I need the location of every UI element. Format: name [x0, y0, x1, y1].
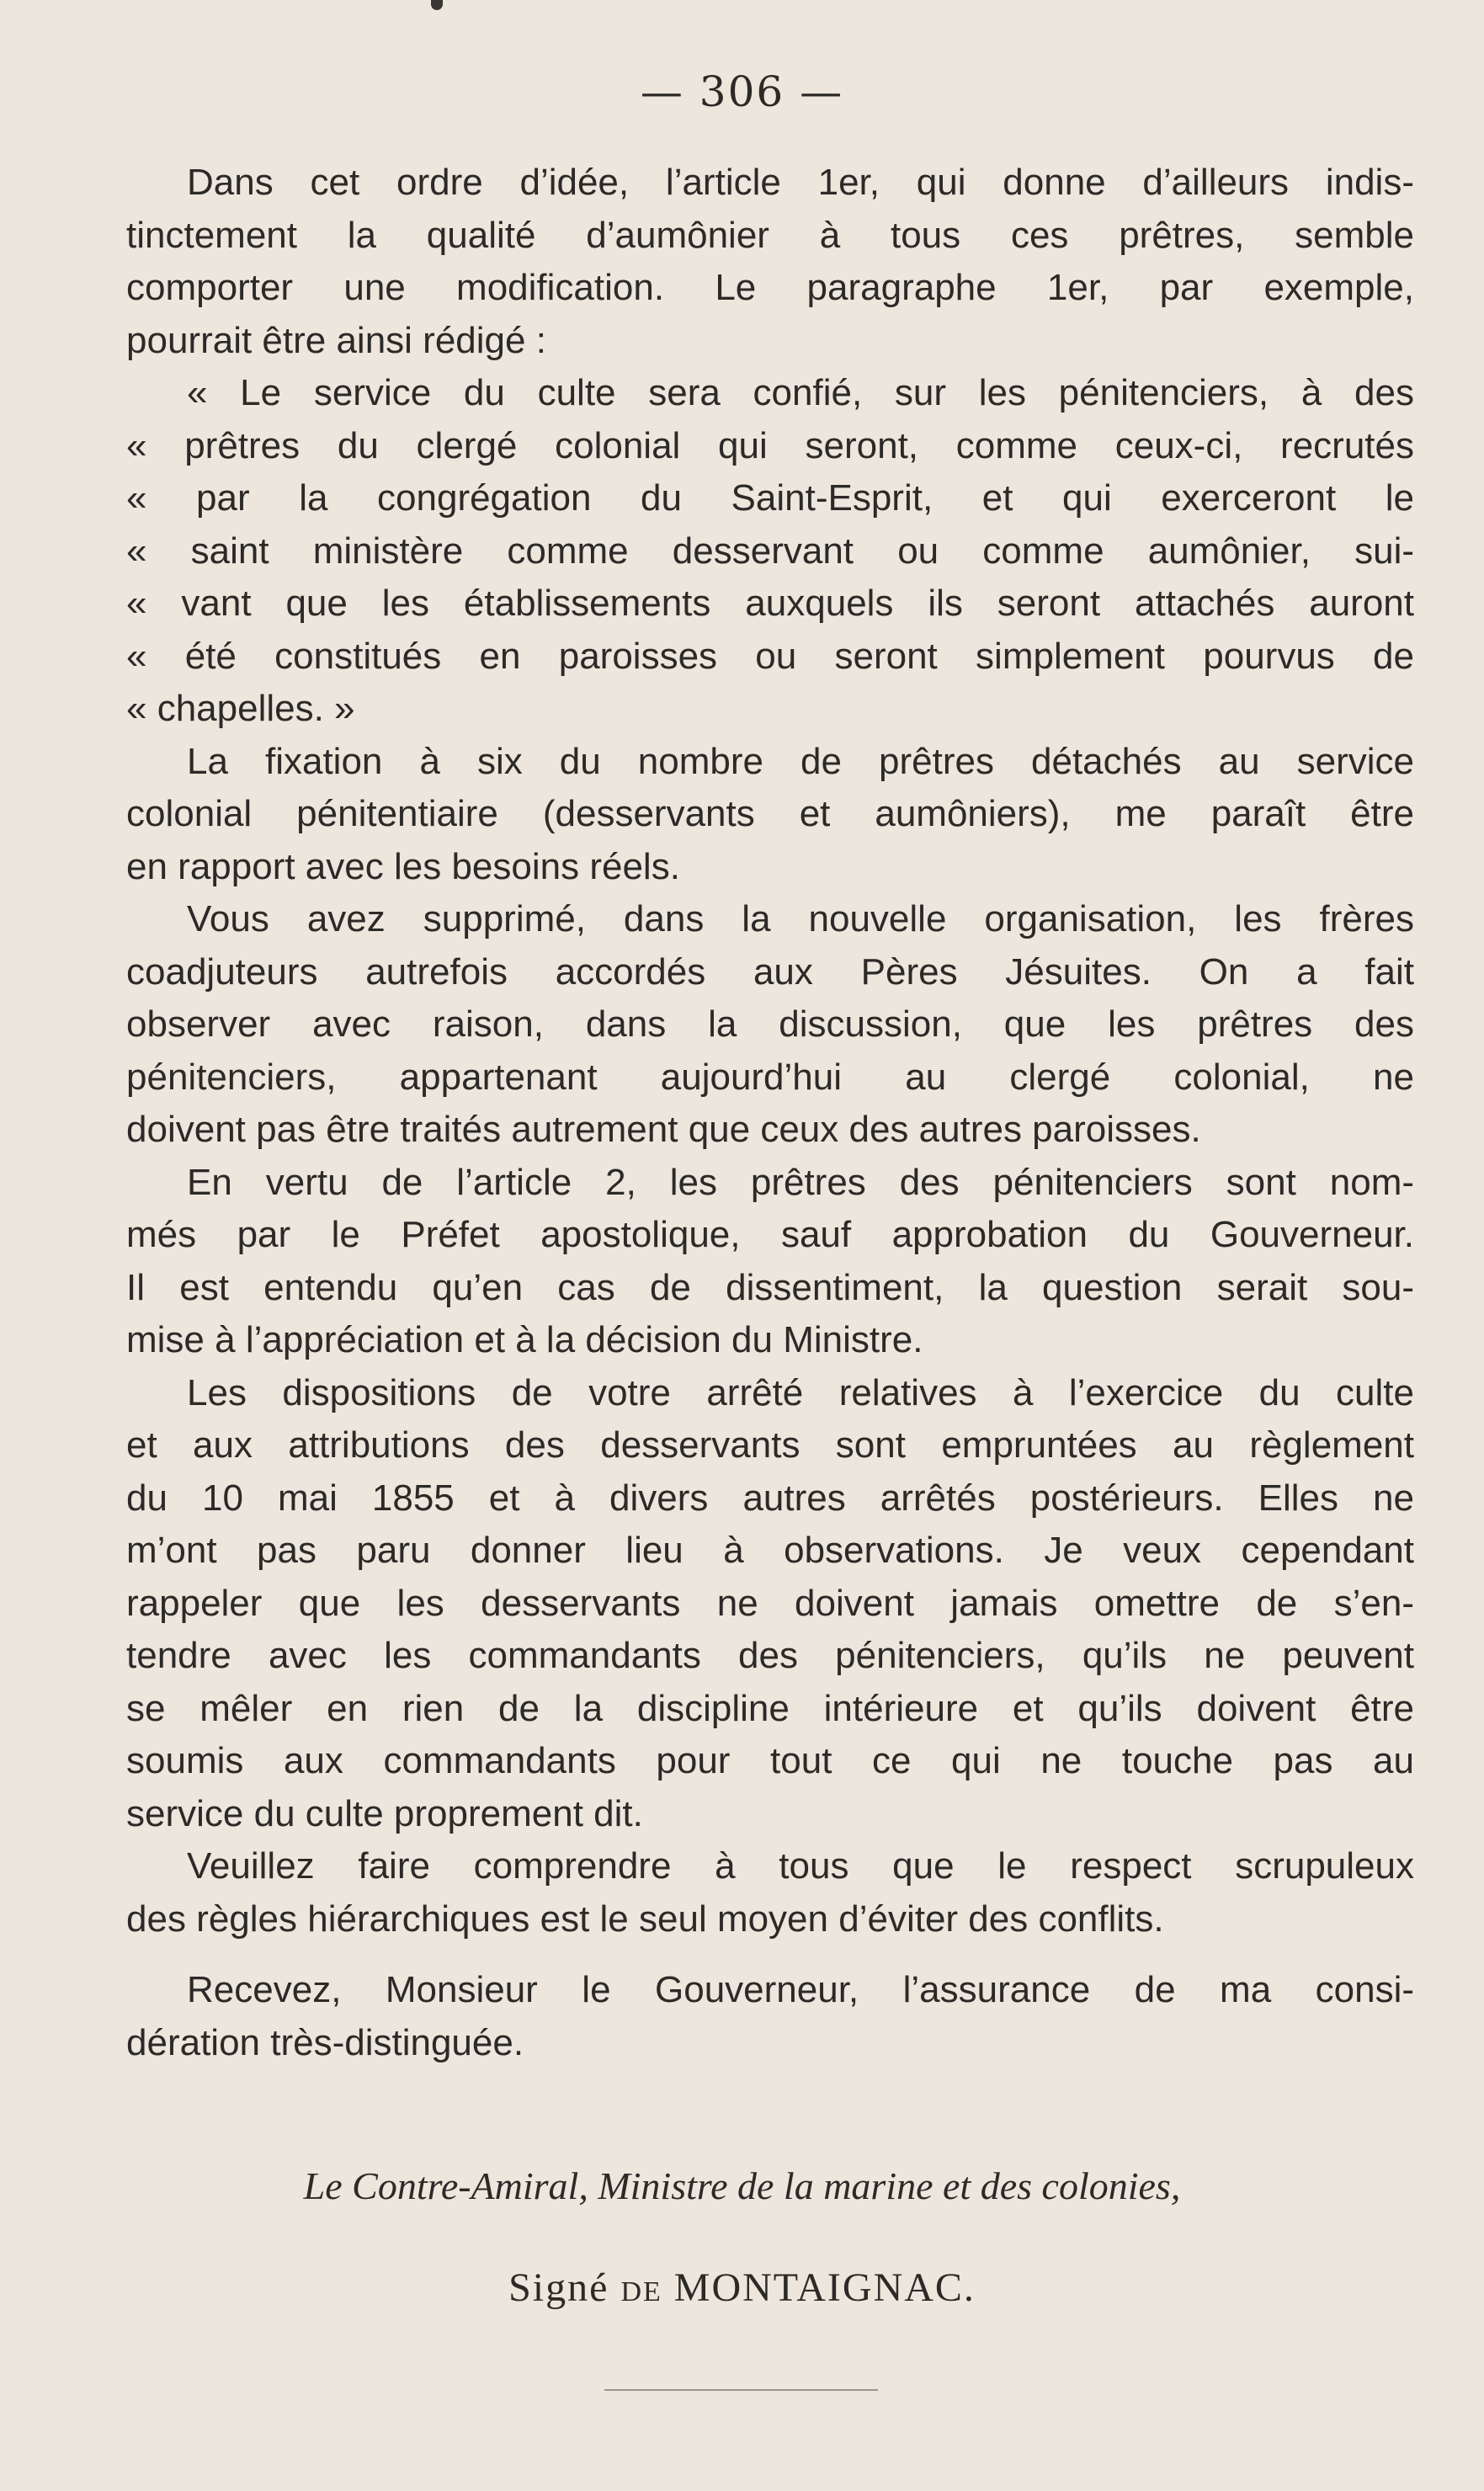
text-line: « vant que les établissements auxquels ils seront attachés auront	[126, 583, 1414, 624]
text-line: Les dispositions de votre arrêté relatives à l’exercice du culte	[187, 1371, 1414, 1413]
signature-signed-label: Signé	[508, 2265, 609, 2310]
text-line: coadjuteurs autrefois accordés aux Pères Jésuites. On a fait	[126, 950, 1414, 993]
text-line: doivent pas être traités autrement que ceux des autres paroisses.	[126, 1109, 1201, 1150]
text-line: et aux attributions des desservants sont empruntées au règlement	[126, 1424, 1414, 1466]
signature-name-line	[0, 2265, 1484, 2311]
text-line: soumis aux commandants pour tout ce qui ne touche pas au	[126, 1740, 1414, 1781]
text-line: se mêler en rien de la discipline intérieure et qu’ils doivent être	[126, 1687, 1414, 1729]
text-line: En vertu de l’article 2, les prêtres des pénitenciers sont nom-	[187, 1161, 1414, 1203]
text-line: Vous avez supprimé, dans la nouvelle organisation, les frères	[187, 898, 1414, 939]
text-line: « Le service du culte sera confié, sur les pénitenciers, à des	[187, 372, 1414, 413]
closing-rule	[604, 2389, 878, 2391]
page-number: — 306 —	[640, 67, 844, 116]
text-line: « été constitués en paroisses ou seront simplement pourvus de	[126, 635, 1414, 677]
letter-body	[126, 157, 1414, 2069]
text-line: mise à l’appréciation et à la décision du Ministre.	[126, 1319, 923, 1360]
signature-role: Le Contre-Amiral, Ministre de la marine et des colonies,	[303, 2164, 1181, 2207]
text-line: Recevez, Monsieur le Gouverneur, l’assurance de ma consi-	[187, 1969, 1414, 2010]
text-line: service du culte proprement dit.	[126, 1792, 643, 1834]
text-line: Dans cet ordre d’idée, l’article 1er, qui donne d’ailleurs indis-	[187, 162, 1414, 203]
text-line: « chapelles. »	[126, 688, 355, 729]
text-line: dération très-distinguée.	[126, 2021, 524, 2063]
text-line: du 10 mai 1855 et à divers autres arrêtés postérieurs. Elles ne	[126, 1477, 1414, 1519]
text-line: « saint ministère comme desservant ou comme aumônier, sui-	[126, 530, 1414, 572]
text-line: en rapport avec les besoins réels.	[126, 845, 680, 887]
text-line: des règles hiérarchiques est le seul moyen d’éviter des conflits.	[126, 1898, 1164, 1940]
signature-name: MONTAIGNAC.	[673, 2265, 976, 2310]
text-line: observer avec raison, dans la discussion, que les prêtres des	[126, 1003, 1414, 1045]
signature-particle: de	[620, 2265, 662, 2310]
text-line: Veuillez faire comprendre à tous que le respect scrupuleux	[187, 1845, 1414, 1887]
text-line: pourrait être ainsi rédigé :	[126, 319, 546, 361]
text-line: rappeler que les desservants ne doivent jamais omettre de s’en-	[126, 1582, 1414, 1624]
text-line: m’ont pas paru donner lieu à observations. Je veux cependant	[126, 1530, 1414, 1571]
text-line: tendre avec les commandants des pénitenciers, qu’ils ne peuvent	[126, 1635, 1414, 1676]
text-line: tinctement la qualité d’aumônier à tous ces prêtres, semble	[126, 214, 1414, 256]
text-line: comporter une modification. Le paragraphe 1er, par exemple,	[126, 267, 1414, 308]
text-line: colonial pénitentiaire (desservants et aumôniers), me paraît être	[126, 793, 1414, 834]
text-line: Il est entendu qu’en cas de dissentiment, la question serait sou-	[126, 1266, 1414, 1308]
printing-mark	[431, 0, 443, 10]
text-line: « prêtres du clergé colonial qui seront, comme ceux-ci, recrutés	[126, 424, 1414, 466]
text-line: més par le Préfet apostolique, sauf approbation du Gouverneur.	[126, 1214, 1414, 1255]
text-line: La fixation à six du nombre de prêtres détachés au service	[187, 740, 1414, 782]
text-line: pénitenciers, appartenant aujourd’hui au clergé colonial, ne	[126, 1056, 1414, 1098]
text-line: « par la congrégation du Saint-Esprit, et qui exerceront le	[126, 477, 1414, 519]
